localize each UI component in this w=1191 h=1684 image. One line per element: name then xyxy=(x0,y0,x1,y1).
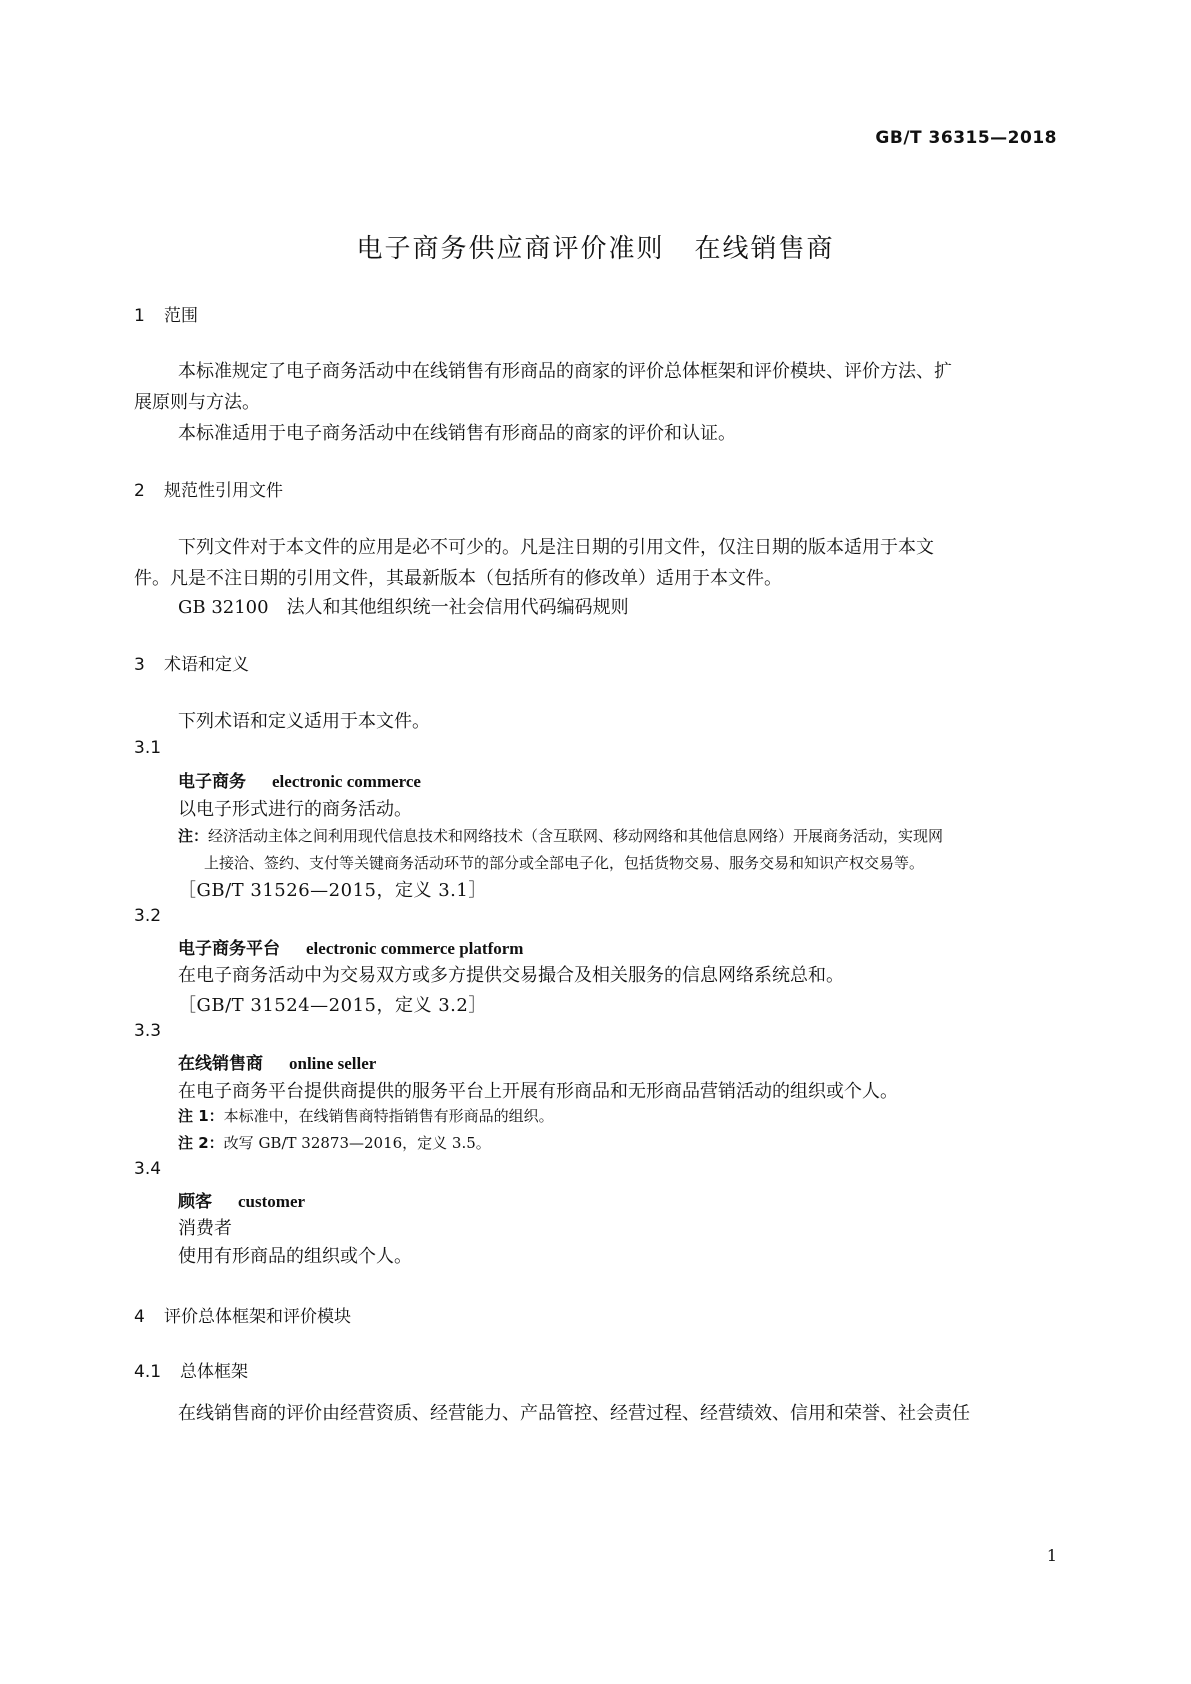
term-electronic-commerce: 电子商务 electronic commerce xyxy=(178,772,421,792)
page-number: 1 xyxy=(1046,1546,1057,1565)
normative-reference: GB 32100 法人和其他组织统一社会信用代码编码规则 xyxy=(178,597,629,618)
term-source-3-1: ［GB/T 31526—2015，定义 3.1］ xyxy=(178,880,487,901)
section-heading-1: 1 范围 xyxy=(134,306,198,326)
term-definition-3-3: 在电子商务平台提供商提供的服务平台上开展有形商品和无形商品营销活动的组织或个人。 xyxy=(178,1081,898,1102)
section-heading-4: 4 评价总体框架和评价模块 xyxy=(134,1307,351,1327)
paragraph-s1-p2: 本标准适用于电子商务活动中在线销售有形商品的商家的评价和认证。 xyxy=(178,423,736,444)
title-main: 电子商务供应商评价准则 xyxy=(356,234,665,264)
paragraph-s3-intro: 下列术语和定义适用于本文件。 xyxy=(178,711,430,732)
term-definition-3-1: 以电子形式进行的商务活动。 xyxy=(178,799,412,820)
term-note2-3-3: 注 2：改写 GB/T 32873—2016，定义 3.5。 xyxy=(178,1134,491,1152)
section-heading-3: 3 术语和定义 xyxy=(134,655,249,675)
term-definition-3-4: 使用有形商品的组织或个人。 xyxy=(178,1246,412,1267)
term-number-3-1: 3.1 xyxy=(134,738,162,758)
term-number-3-3: 3.3 xyxy=(134,1021,162,1041)
term-note-3-1: 注：经济活动主体之间利用现代信息技术和网络技术（含互联网、移动网络和其他信息网络）开展商务活动，实现网 上接洽、签约、支付等关键商务活动环节的部分或全部电子化，包括货物交易、服务交易和知识产权交易等。 xyxy=(178,827,944,872)
paragraph-s4-1-p1: 在线销售商的评价由经营资质、经营能力、产品管控、经营过程、经营绩效、信用和荣誉、社会责任 xyxy=(178,1403,970,1424)
document-title xyxy=(0,228,1191,265)
term-ec-platform: 电子商务平台 electronic commerce platform xyxy=(178,939,524,959)
term-definition-3-2: 在电子商务活动中为交易双方或多方提供交易撮合及相关服务的信息网络系统总和。 xyxy=(178,965,844,986)
term-note1-3-3: 注 1：本标准中，在线销售商特指销售有形商品的组织。 xyxy=(178,1107,554,1125)
paragraph-s2-p1-cont: 件。凡是不注日期的引用文件，其最新版本（包括所有的修改单）适用于本文件。 xyxy=(134,568,782,589)
term-source-3-2: ［GB/T 31524—2015，定义 3.2］ xyxy=(178,995,487,1016)
term-number-3-2: 3.2 xyxy=(134,906,162,926)
subsection-heading-4-1: 4.1 总体框架 xyxy=(134,1362,248,1382)
paragraph-s1-p1: 本标准规定了电子商务活动中在线销售有形商品的商家的评价总体框架和评价模块、评价方法、扩 xyxy=(178,361,952,382)
term-number-3-4: 3.4 xyxy=(134,1159,162,1179)
term-admitted-3-4: 消费者 xyxy=(178,1218,232,1239)
term-customer: 顾客 customer xyxy=(178,1192,306,1212)
standard-code: GB/T 36315—2018 xyxy=(875,128,1057,148)
paragraph-s2-p1: 下列文件对于本文件的应用是必不可少的。凡是注日期的引用文件，仅注日期的版本适用于本文 xyxy=(178,537,934,558)
section-heading-2: 2 规范性引用文件 xyxy=(134,481,283,501)
paragraph-s1-p1-cont: 展原则与方法。 xyxy=(134,392,260,413)
term-online-seller: 在线销售商 online seller xyxy=(178,1054,377,1074)
title-sub: 在线销售商 xyxy=(694,234,835,264)
